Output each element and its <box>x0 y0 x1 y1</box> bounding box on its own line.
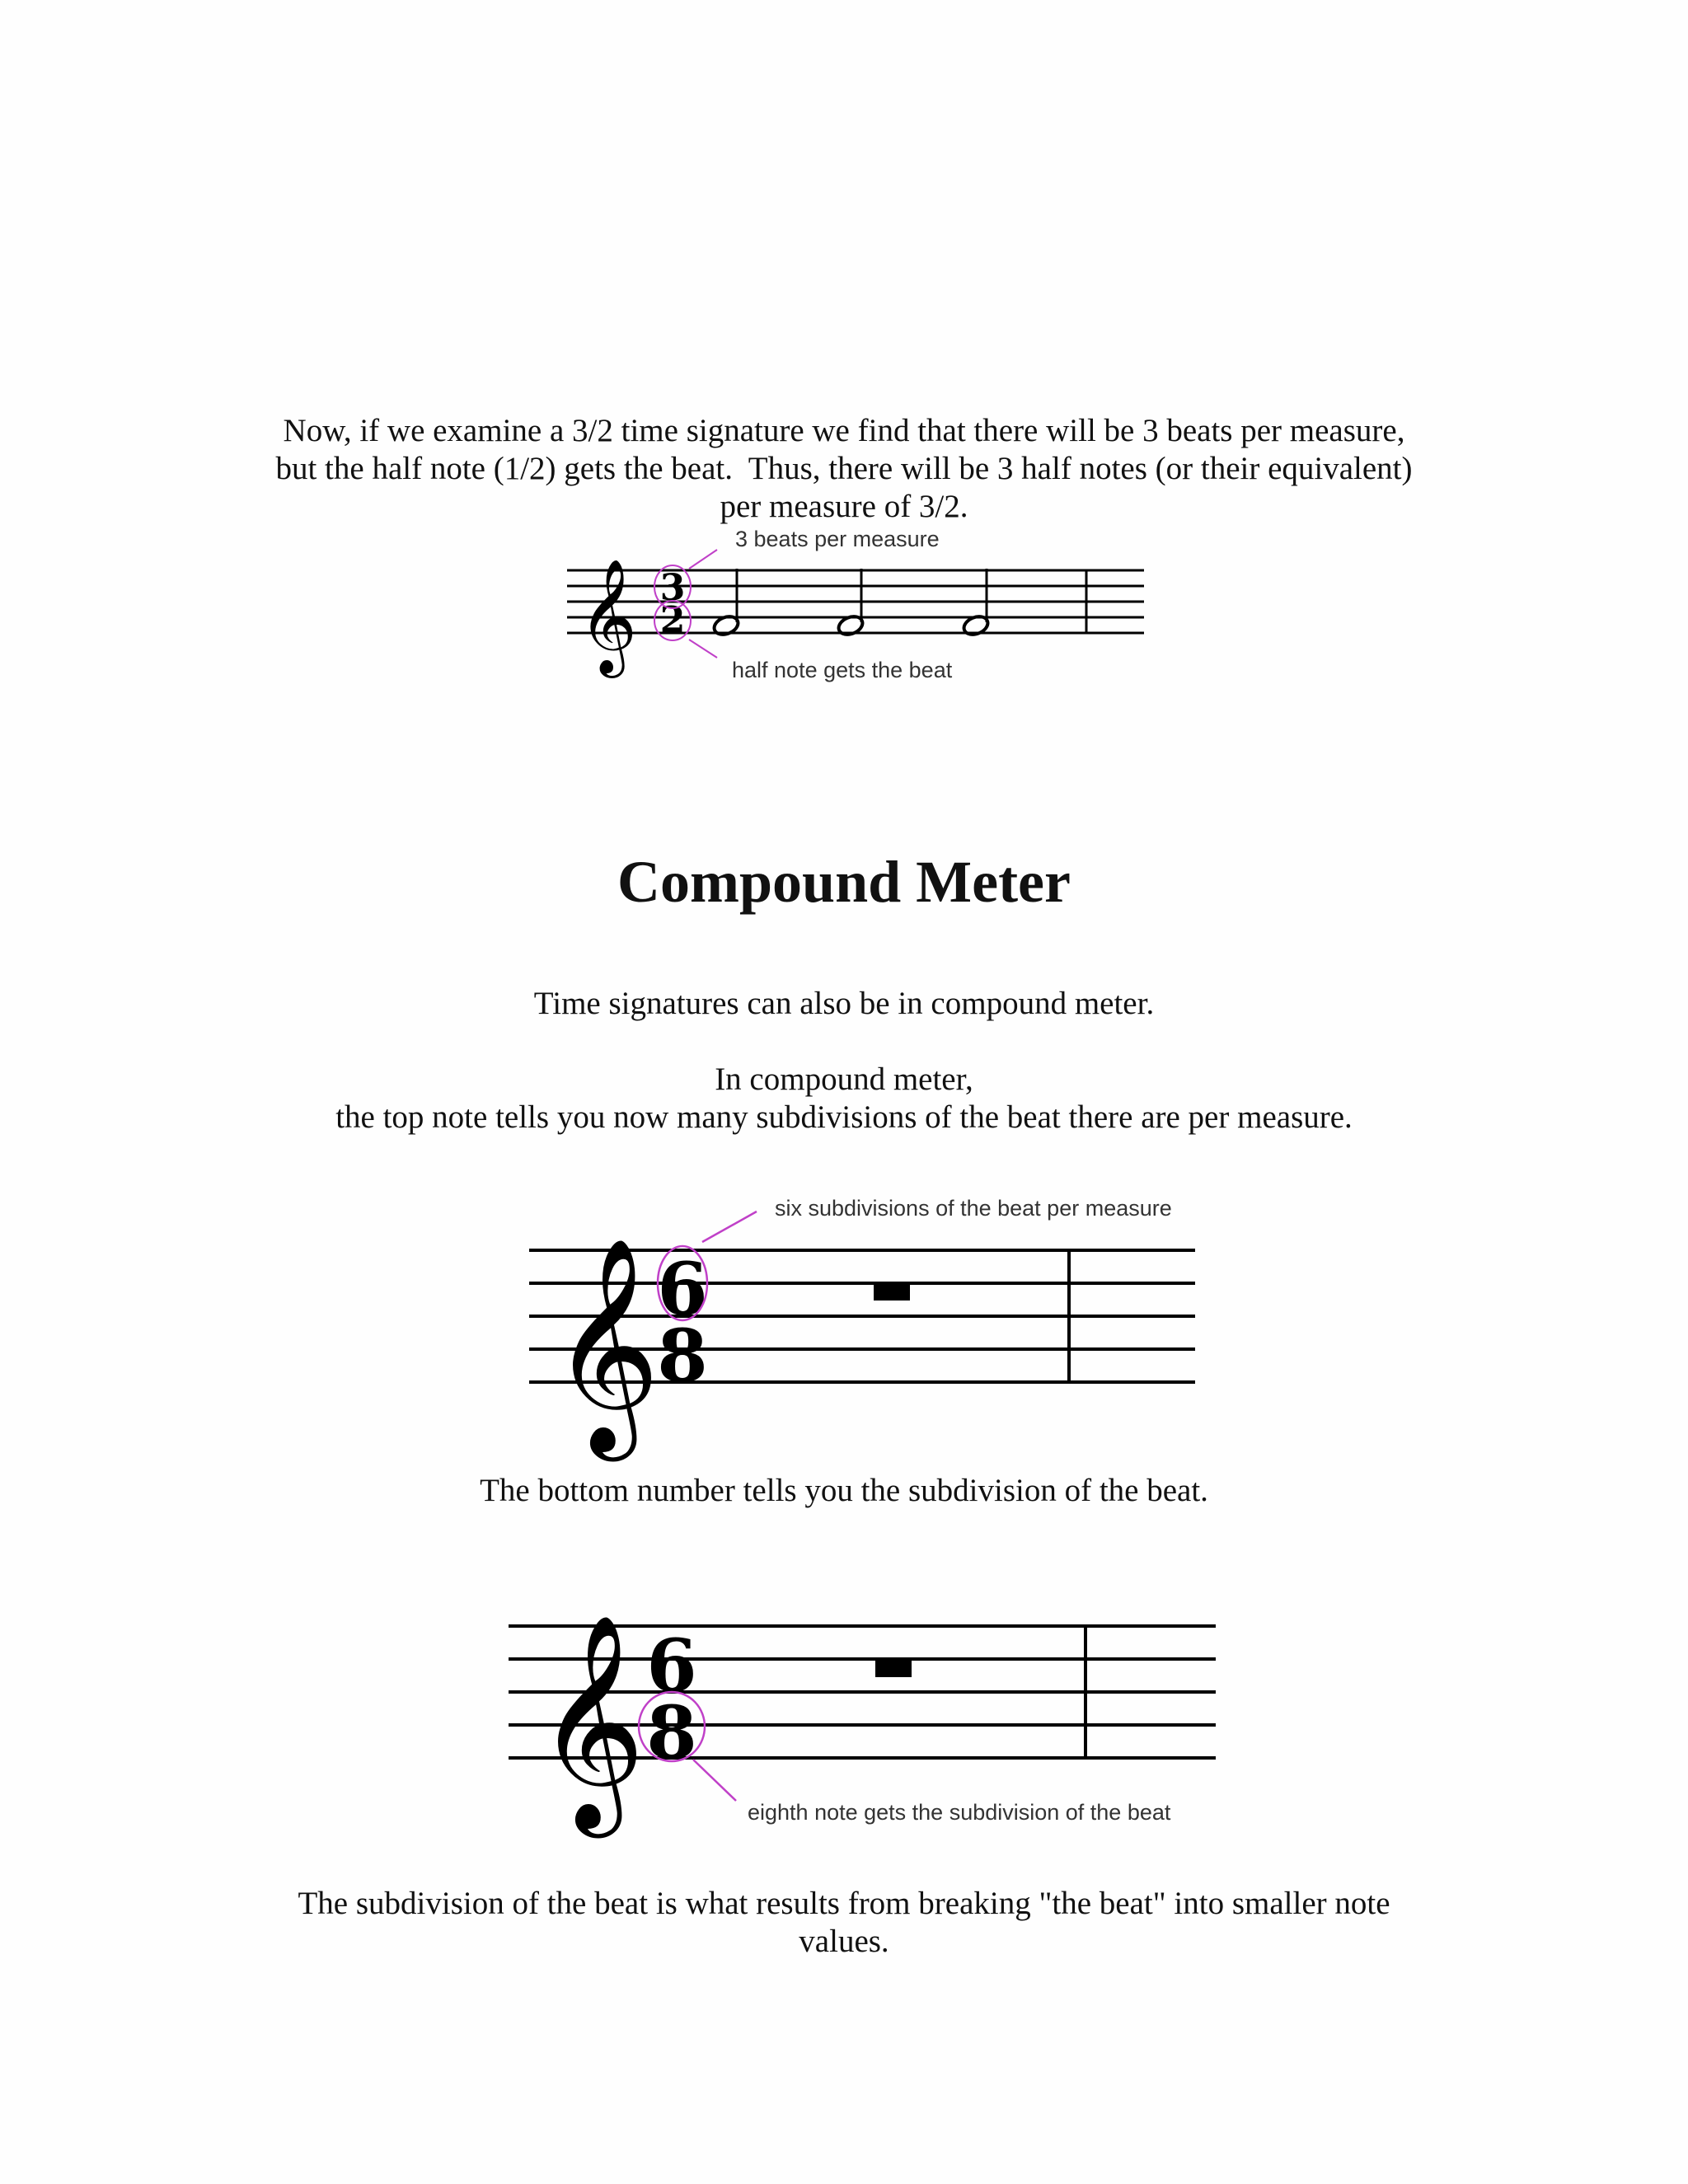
intro-line-1: Now, if we examine a 3/2 time signature we find that there will be 3 beats per measure, <box>283 413 1405 448</box>
annotation-eighth-note-subdivision: eighth note gets the subdivision of the beat <box>748 1800 1171 1825</box>
annotation-beats-per-measure: 3 beats per measure <box>735 527 940 551</box>
intro-line-3: per measure of 3/2. <box>720 489 968 524</box>
compound-paragraph-3-text: The bottom number tells you the subdivision of the beat. <box>480 1473 1208 1508</box>
time-signature-top: 6 <box>646 1623 697 1708</box>
intro-paragraph <box>0 412 1688 526</box>
pointer-line-top <box>689 550 717 569</box>
compound-paragraph-2-line-2: the top note tells you now many subdivisions of the beat there are per measure. <box>335 1099 1353 1135</box>
compound-paragraph-3 <box>0 1472 1688 1510</box>
pointer-line-bottom <box>693 1760 736 1801</box>
intro-line-2: but the half note (1/2) gets the beat. Thus, there will be 3 half notes (or their equivalent) <box>275 451 1413 486</box>
half-note <box>711 569 740 638</box>
time-signature-bottom: 2 <box>659 599 686 641</box>
section-heading: Compound Meter <box>617 849 1071 915</box>
compound-paragraph-4 <box>0 1885 1688 1961</box>
treble-clef-icon: 𝄞 <box>536 1613 645 1829</box>
compound-paragraph-2 <box>0 1061 1688 1137</box>
time-signature-bottom: 8 <box>646 1690 697 1775</box>
compound-paragraph-1-text: Time signatures can also be in compound meter. <box>533 986 1155 1021</box>
time-signature-top: 3 <box>659 567 686 609</box>
figure-3-2-staff <box>560 527 1154 701</box>
annotation-six-subdivisions: six subdivisions of the beat per measure <box>775 1196 1172 1221</box>
whole-rest <box>874 1284 910 1301</box>
time-signature-top: 6 <box>657 1246 708 1332</box>
half-note <box>961 569 990 638</box>
compound-paragraph-4-line-2: values. <box>799 1924 889 1959</box>
staff-lines <box>567 570 1144 633</box>
pointer-line-bottom <box>689 640 717 658</box>
annotation-half-note-beat: half note gets the beat <box>732 658 953 682</box>
treble-clef-icon: 𝄞 <box>551 1236 660 1452</box>
compound-paragraph-2-line-1: In compound meter, <box>715 1062 973 1097</box>
compound-paragraph-1 <box>0 985 1688 1023</box>
pointer-line-top <box>702 1212 757 1242</box>
half-note <box>836 569 865 638</box>
whole-rest <box>875 1659 912 1677</box>
compound-paragraph-4-line-1: The subdivision of the beat is what results from breaking "the beat" into smaller note <box>298 1886 1390 1921</box>
time-signature-bottom: 8 <box>657 1313 708 1399</box>
figure-6-8-bottom-highlight <box>507 1562 1216 1834</box>
treble-clef-icon: 𝄞 <box>579 559 637 673</box>
figure-6-8-top-highlight <box>528 1187 1203 1451</box>
